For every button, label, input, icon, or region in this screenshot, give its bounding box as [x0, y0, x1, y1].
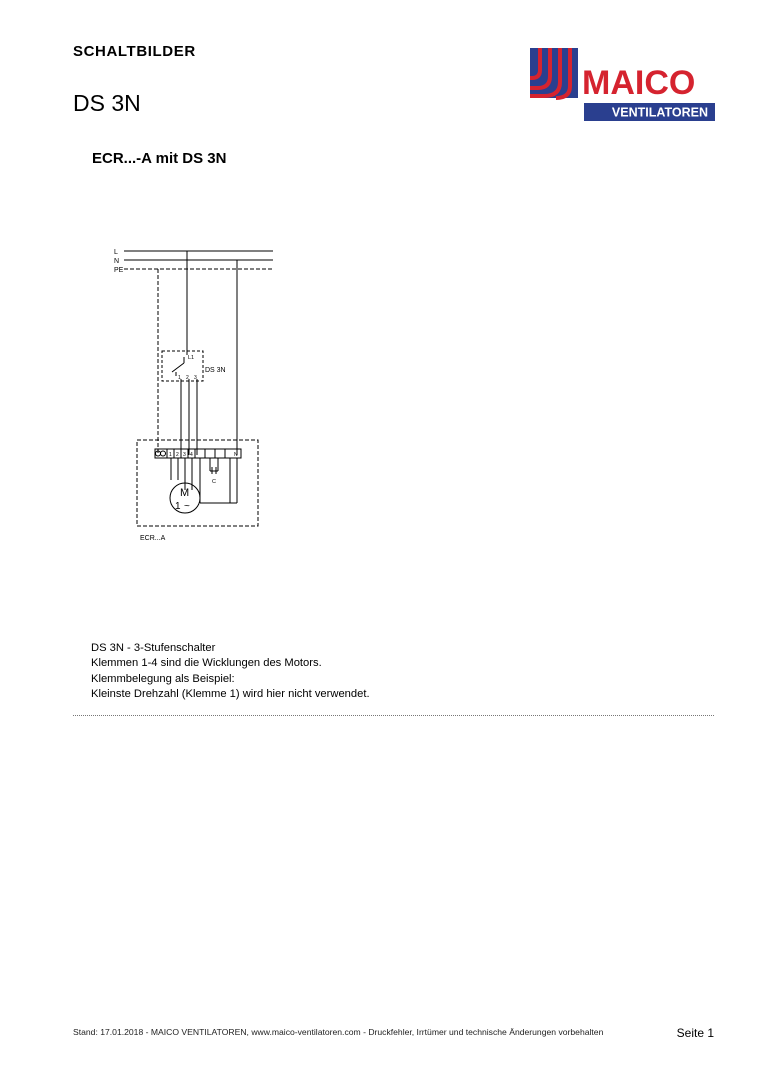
label-pe: PE: [114, 267, 124, 274]
label-motor-phase: 1: [175, 501, 181, 512]
svg-text:4: 4: [190, 452, 193, 458]
svg-text:~: ~: [184, 501, 190, 512]
note-line: DS 3N - 3-Stufenschalter: [91, 642, 216, 654]
terminal-strip: [155, 449, 241, 458]
section-title: SCHALTBILDER: [73, 43, 196, 60]
label-capacitor: C: [212, 479, 216, 485]
svg-text:N: N: [234, 452, 238, 458]
logo-brand-text: MAICO: [582, 64, 696, 102]
note-line: Klemmen 1-4 sind die Wicklungen des Motors.: [91, 657, 322, 670]
page-number: Seite 1: [676, 1026, 714, 1040]
wiring-diagram: [100, 235, 290, 550]
label-switch: DS 3N: [205, 367, 226, 374]
switch-box: [162, 351, 203, 381]
svg-text:1: 1: [178, 375, 181, 381]
svg-text:2: 2: [186, 375, 189, 381]
document-title: DS 3N: [73, 90, 141, 116]
logo-tagline-text: VENTILATOREN: [611, 105, 708, 120]
label-n: N: [114, 258, 120, 265]
footer-text: Stand: 17.01.2018 - MAICO VENTILATOREN, www.maico-ventilatoren.com - Druckfehler, Irrtümer und technische Änderungen vorbehalten: [73, 1027, 604, 1037]
svg-text:2: 2: [176, 452, 179, 458]
label-motor: M: [180, 487, 190, 499]
maico-logo: [530, 48, 715, 122]
label-l: L: [114, 249, 118, 256]
label-switch-input: L1: [188, 355, 195, 361]
divider: [73, 715, 714, 716]
svg-text:3: 3: [194, 375, 197, 381]
switch-contact: [172, 357, 184, 376]
svg-text:1: 1: [169, 452, 172, 458]
sub-heading: ECR...-A mit DS 3N: [92, 150, 227, 167]
svg-text:3: 3: [183, 452, 186, 458]
label-unit: ECR...A: [140, 535, 166, 542]
notes: [91, 641, 370, 702]
note-line: Klemmbelegung als Beispiel:: [91, 672, 235, 685]
note-line: Kleinste Drehzahl (Klemme 1) wird hier nicht verwendet.: [91, 687, 370, 700]
